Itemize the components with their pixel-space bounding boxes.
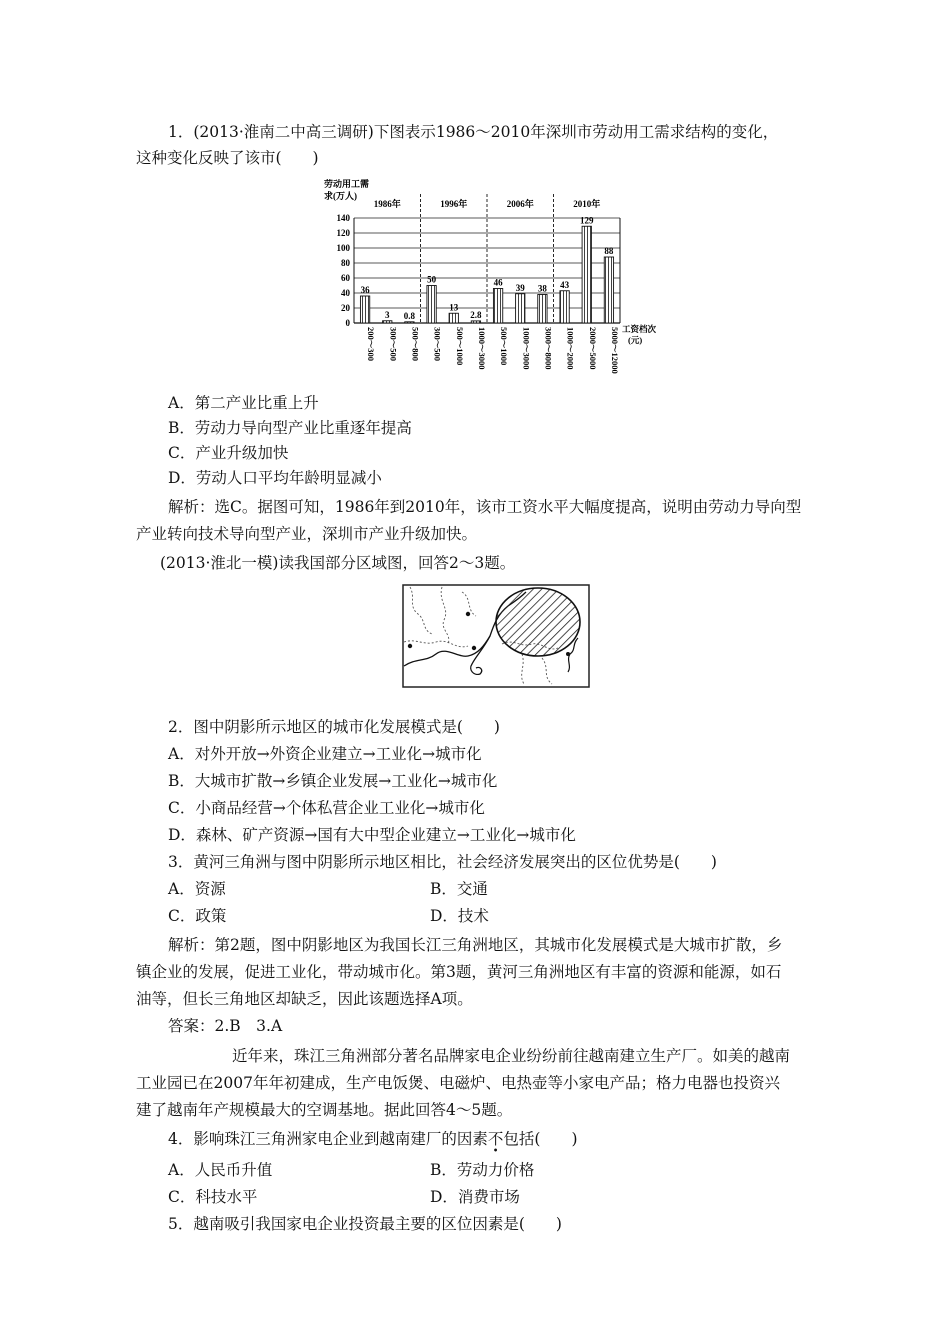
bar [383, 321, 392, 323]
q2-option-b: B．大城市扩散→乡镇企业发展→工业化→城市化 [168, 772, 498, 790]
q2-option-d: D．森林、矿产资源→国有大中型企业建立→工业化→城市化 [168, 826, 576, 844]
shaded-region [496, 588, 580, 656]
q4-stem-post: 包括( ) [503, 1130, 578, 1148]
q4-option-c: C．科技水平 [168, 1188, 258, 1206]
bar-value-label: 3 [385, 309, 390, 320]
q4-emphasis: 不 [487, 1130, 504, 1148]
y-tick-label: 120 [336, 228, 350, 238]
y-tick-label: 80 [341, 258, 350, 268]
bar-value-label: 39 [515, 282, 525, 293]
q1-option-a: A．第二产业比重上升 [168, 394, 319, 412]
q2-stem: 2．图中阴影所示地区的城市化发展模式是( ) [168, 718, 500, 736]
group-year-label: 2010年 [573, 199, 601, 209]
y-tick-label: 60 [341, 273, 350, 283]
q1-option-c: C．产业升级加快 [168, 444, 289, 462]
group-year-label: 1986年 [373, 199, 401, 209]
q23-analysis-line1: 解析：第2题，图中阴影地区为我国长江三角洲地区，其城市化发展模式是大城市扩散，乡 [168, 936, 783, 954]
q1-stem-line2: 这种变化反映了该市( ) [136, 149, 319, 167]
q45-intro-line2: 工业园已在2007年年初建成，生产电饭煲、电磁炉、电热壶等小家电产品；格力电器也投资兴 [136, 1074, 780, 1092]
q1-analysis-line1: 解析：选C。据图可知，1986年到2010年，该市工资水平大幅度提高，说明由劳动力导向型 [168, 498, 802, 516]
y-tick-label: 140 [336, 213, 350, 223]
q23-intro: (2013·淮北一模)读我国部分区域图，回答2～3题。 [160, 554, 516, 572]
region-map [402, 584, 590, 688]
q4-stem-pre: 4．影响珠江三角洲家电企业到越南建厂的因素 [168, 1130, 488, 1148]
x-tick-label: 200～300 [366, 327, 377, 362]
bar-value-label: 129 [580, 215, 594, 226]
y-tick-label: 100 [336, 243, 350, 253]
x-axis-label-line2: (元) [628, 335, 643, 345]
bar-value-label: 43 [560, 279, 570, 290]
q5-stem: 5．越南吸引我国家电企业投资最主要的区位因素是( ) [168, 1215, 562, 1233]
q1-option-b: B．劳动力导向型产业比重逐年提高 [168, 419, 412, 437]
bar [471, 321, 480, 323]
bar-value-label: 38 [537, 283, 547, 294]
q2-option-c: C．小商品经营→个体私营企业工业化→城市化 [168, 799, 485, 817]
y-axis-label-line1: 劳动用工需 [324, 179, 370, 189]
bar [360, 296, 369, 323]
x-tick-label: 1000～2000 [565, 327, 576, 370]
x-tick-label: 3000～8000 [543, 327, 554, 370]
x-tick-label: 2000～5000 [587, 327, 598, 370]
q3-stem: 3．黄河三角洲与图中阴影所示地区相比，社会经济发展突出的区位优势是( ) [168, 853, 717, 871]
bar-value-label: 36 [360, 285, 370, 295]
x-tick-label: 300～500 [432, 327, 443, 362]
x-axis-label-line1: 工资档次 [622, 324, 657, 334]
bar-value-label: 46 [493, 277, 503, 288]
wage-demand-chart [322, 176, 657, 386]
x-tick-label: 1000～3000 [521, 327, 532, 370]
city-dot [472, 646, 476, 650]
q3-option-d: D．技术 [430, 907, 489, 925]
q4-option-b: B．劳动力价格 [430, 1161, 535, 1179]
q45-intro-line3: 建了越南年产规模最大的空调基地。据此回答4～5题。 [136, 1101, 513, 1119]
y-tick-label: 40 [341, 288, 350, 298]
q4-stem [168, 1129, 578, 1149]
region-map-svg [402, 584, 590, 688]
city-dot [466, 612, 470, 616]
q23-analysis-line3: 油等，但长三角地区却缺乏，因此该题选择A项。 [136, 990, 473, 1008]
chart-svg [322, 176, 657, 386]
bar-value-label: 88 [604, 246, 614, 256]
bar [405, 322, 414, 323]
bar [582, 226, 591, 323]
bar-value-label: 0.8 [403, 310, 416, 321]
x-tick-label: 500～800 [410, 327, 421, 362]
bar [516, 294, 525, 323]
bar [427, 286, 436, 324]
q3-option-b: B．交通 [430, 880, 488, 898]
y-axis-label-line2: 求(万人) [324, 191, 357, 201]
x-tick-label: 300～500 [388, 327, 399, 362]
q4-option-d: D．消费市场 [430, 1188, 520, 1206]
q4-option-a: A．人民币升值 [168, 1161, 273, 1179]
q3-option-a: A．资源 [168, 880, 226, 898]
y-tick-label: 20 [341, 303, 350, 313]
x-tick-label: 1000～3000 [476, 327, 487, 370]
q23-answer: 答案：2.B 3.A [168, 1017, 283, 1035]
q1-analysis-line2: 产业转向技术导向型产业，深圳市产业升级加快。 [136, 525, 478, 543]
q2-option-a: A．对外开放→外资企业建立→工业化→城市化 [168, 745, 482, 763]
group-year-label: 2006年 [506, 199, 534, 209]
city-dot [566, 652, 570, 656]
y-tick-label: 0 [345, 318, 350, 328]
bar [538, 295, 547, 324]
bar [560, 291, 569, 323]
bar [604, 257, 613, 323]
q23-analysis-line2: 镇企业的发展，促进工业化，带动城市化。第3题，黄河三角洲地区有丰富的资源和能源，如石 [136, 963, 782, 981]
bar [449, 313, 458, 323]
x-tick-label: 5000～12000 [609, 327, 620, 374]
x-tick-label: 500～1000 [454, 327, 465, 366]
q1-option-d: D．劳动人口平均年龄明显减小 [168, 469, 382, 487]
q45-intro-line1: 近年来，珠江三角洲部分著名品牌家电企业纷纷前往越南建立生产厂。如美的越南 [232, 1047, 791, 1065]
q3-option-c: C．政策 [168, 907, 227, 925]
group-year-label: 1996年 [440, 199, 468, 209]
q1-stem-line1: 1．(2013·淮南二中高三调研)下图表示1986～2010年深圳市劳动用工需求结构的变化， [168, 123, 779, 141]
bar-value-label: 13 [449, 302, 459, 313]
bar [493, 289, 502, 324]
bar-value-label: 2.8 [470, 309, 482, 320]
city-dot [408, 644, 412, 648]
bar-value-label: 50 [427, 274, 437, 285]
x-tick-label: 500～1000 [499, 327, 510, 366]
